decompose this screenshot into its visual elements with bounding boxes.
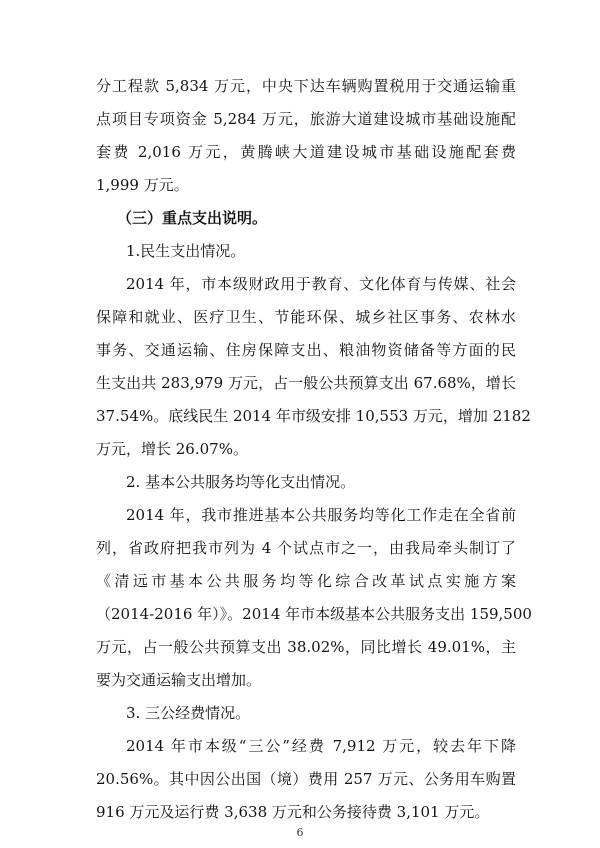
section-heading: （三）重点支出说明。 bbox=[117, 209, 268, 227]
paragraph-line: 37.54%。底线民生 2014 年市级安排 10,553 万元，增加 2182 bbox=[96, 407, 531, 425]
paragraph-line: 万元，增长 26.07%。 bbox=[96, 440, 248, 458]
subsection-heading: 1.民生支出情况。 bbox=[126, 242, 246, 260]
paragraph-line: 20.56%。其中因公出国（境）费用 257 万元、公务用车购置 bbox=[96, 770, 516, 788]
paragraph-line: 生支出共 283,979 万元，占一般公共预算支出 67.68%，增长 bbox=[96, 374, 516, 392]
subsection-heading: 3. 三公经费情况。 bbox=[126, 704, 251, 722]
paragraph-line: 2014 年市本级“三公”经费 7,912 万元，较去年下降 bbox=[126, 737, 516, 755]
paragraph-line: 2014 年，市本级财政用于教育、文化体育与传媒、社会 bbox=[126, 275, 516, 293]
paragraph-line: 916 万元及运行费 3,638 万元和公务接待费 3,101 万元。 bbox=[96, 803, 490, 821]
paragraph-line: 事务、交通运输、住房保障支出、粮油物资储备等方面的民 bbox=[96, 341, 516, 359]
paragraph-line: 要为交通运输支出增加。 bbox=[96, 671, 262, 689]
paragraph-line: 列，省政府把我市列为 4 个试点市之一，由我局牵头制订了 bbox=[96, 539, 516, 557]
paragraph-line: 1,999 万元。 bbox=[96, 176, 189, 194]
paragraph-line: 保障和就业、医疗卫生、节能环保、城乡社区事务、农林水 bbox=[96, 308, 516, 326]
paragraph-line: 套费 2,016 万元，黄腾峡大道建设城市基础设施配套费 bbox=[96, 143, 516, 161]
paragraph-line: 《清远市基本公共服务均等化综合改革试点实施方案 bbox=[96, 572, 516, 590]
paragraph-line: 2014 年，我市推进基本公共服务均等化工作走在全省前 bbox=[126, 506, 516, 524]
paragraph-line: 分工程款 5,834 万元，中央下达车辆购置税用于交通运输重 bbox=[96, 77, 516, 95]
paragraph-line: （2014-2016 年）》。2014 年市本级基本公共服务支出 159,500 bbox=[96, 605, 532, 623]
paragraph-line: 万元，占一般公共预算支出 38.02%，同比增长 49.01%，主 bbox=[96, 638, 516, 656]
page-number: 6 bbox=[296, 826, 304, 839]
paragraph-line: 点项目专项资金 5,284 万元，旅游大道建设城市基础设施配 bbox=[96, 110, 516, 128]
subsection-heading: 2. 基本公共服务均等化支出情况。 bbox=[126, 473, 356, 491]
